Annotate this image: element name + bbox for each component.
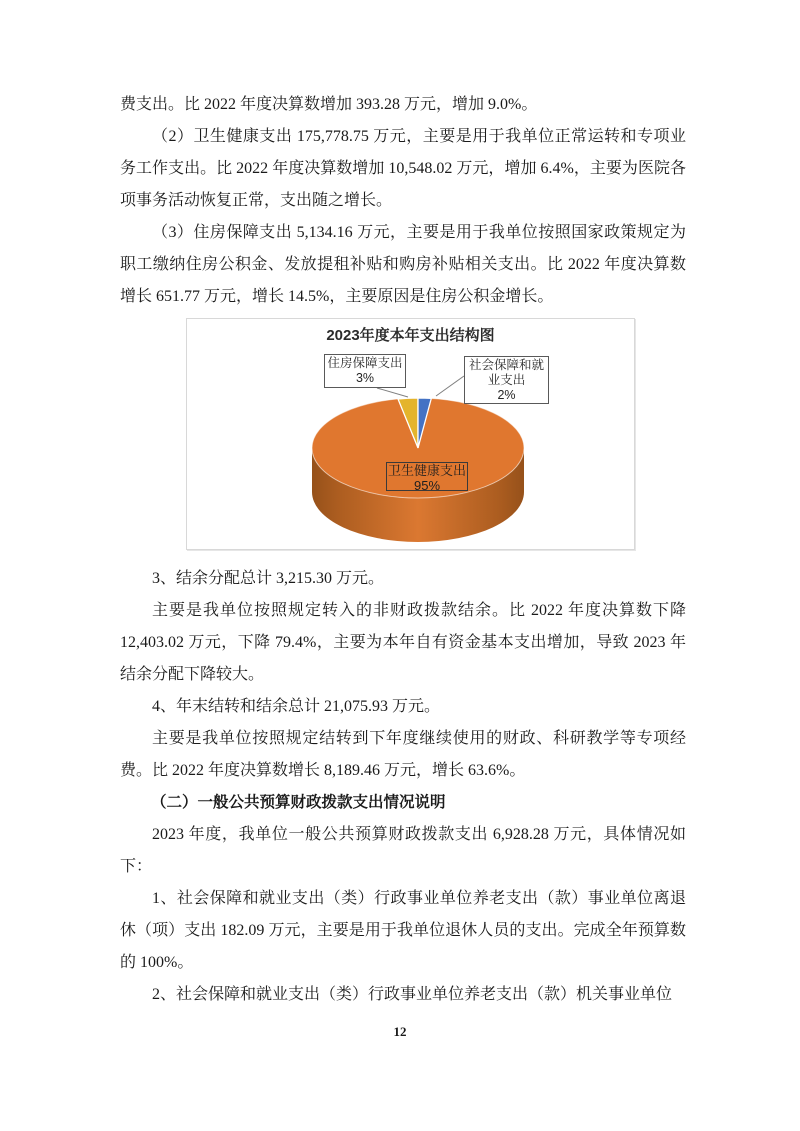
document-body	[120, 89, 686, 1011]
paragraph: 费支出。比 2022 年度决算数增加 393.28 万元，增加 9.0%。	[120, 96, 538, 113]
paragraph: 主要是我单位按照规定结转到下年度继续使用的财政、科研教学等专项经费。比 2022 年度决算数增长 8,189.46 万元，增长 63.6%。	[120, 730, 686, 779]
callout-social	[464, 356, 549, 404]
callout-housing-label: 住房保障支出	[327, 356, 403, 370]
callout-housing	[324, 354, 406, 388]
callout-social-value: 2%	[497, 388, 516, 402]
label-health-value: 95%	[413, 477, 441, 493]
label-health	[386, 462, 468, 491]
paragraph: 2、社会保障和就业支出（类）行政事业单位养老支出（款）机关事业单位	[152, 986, 673, 1003]
paragraph: （2）卫生健康支出 175,778.75 万元，主要是用于我单位正常运转和专项业务工作支出。比 2022 年度决算数增加 10,548.02 万元，增加 6.4%，主要为医院各项事务活动恢复正常，支出随之增长。	[120, 128, 686, 209]
paragraph: 主要是我单位按照规定转入的非财政拨款结余。比 2022 年度决算数下降 12,403.02 万元，下降 79.4%，主要为本年自有资金基本支出增加，导致 2023 年结余分配下降较大。	[120, 602, 686, 683]
pie-chart-figure	[186, 318, 635, 550]
paragraph: 4、年末结转和结余总计 21,075.93 万元。	[152, 698, 441, 715]
callout-social-label: 社会保障和就业支出	[468, 358, 544, 387]
callout-housing-value: 3%	[355, 371, 375, 385]
chart-title: 2023年度本年支出结构图	[326, 327, 495, 344]
paragraph: 1、社会保障和就业支出（类）行政事业单位养老支出（款）事业单位离退休（项）支出 182.09 万元，主要是用于我单位退休人员的支出。完成全年预算数的 100%。	[120, 890, 686, 971]
page-number: 12	[393, 1024, 407, 1039]
label-health-name: 卫生健康支出	[387, 463, 466, 478]
paragraph: 2023 年度，我单位一般公共预算财政拨款支出 6,928.28 万元，具体情况如下：	[120, 826, 686, 875]
paragraph: （3）住房保障支出 5,134.16 万元，主要是用于我单位按照国家政策规定为职工缴纳住房公积金、发放提租补贴和购房补贴相关支出。比 2022 年度决算数增长 651.77 万元，增长 14.5%，主要原因是住房公积金增长。	[120, 224, 686, 305]
section-heading: （二）一般公共预算财政拨款支出情况说明	[151, 794, 446, 811]
leader-line-housing	[377, 388, 408, 397]
pie-3d-svg	[187, 319, 634, 549]
paragraph: 3、结余分配总计 3,215.30 万元。	[152, 570, 385, 587]
leader-line-social	[436, 376, 464, 396]
